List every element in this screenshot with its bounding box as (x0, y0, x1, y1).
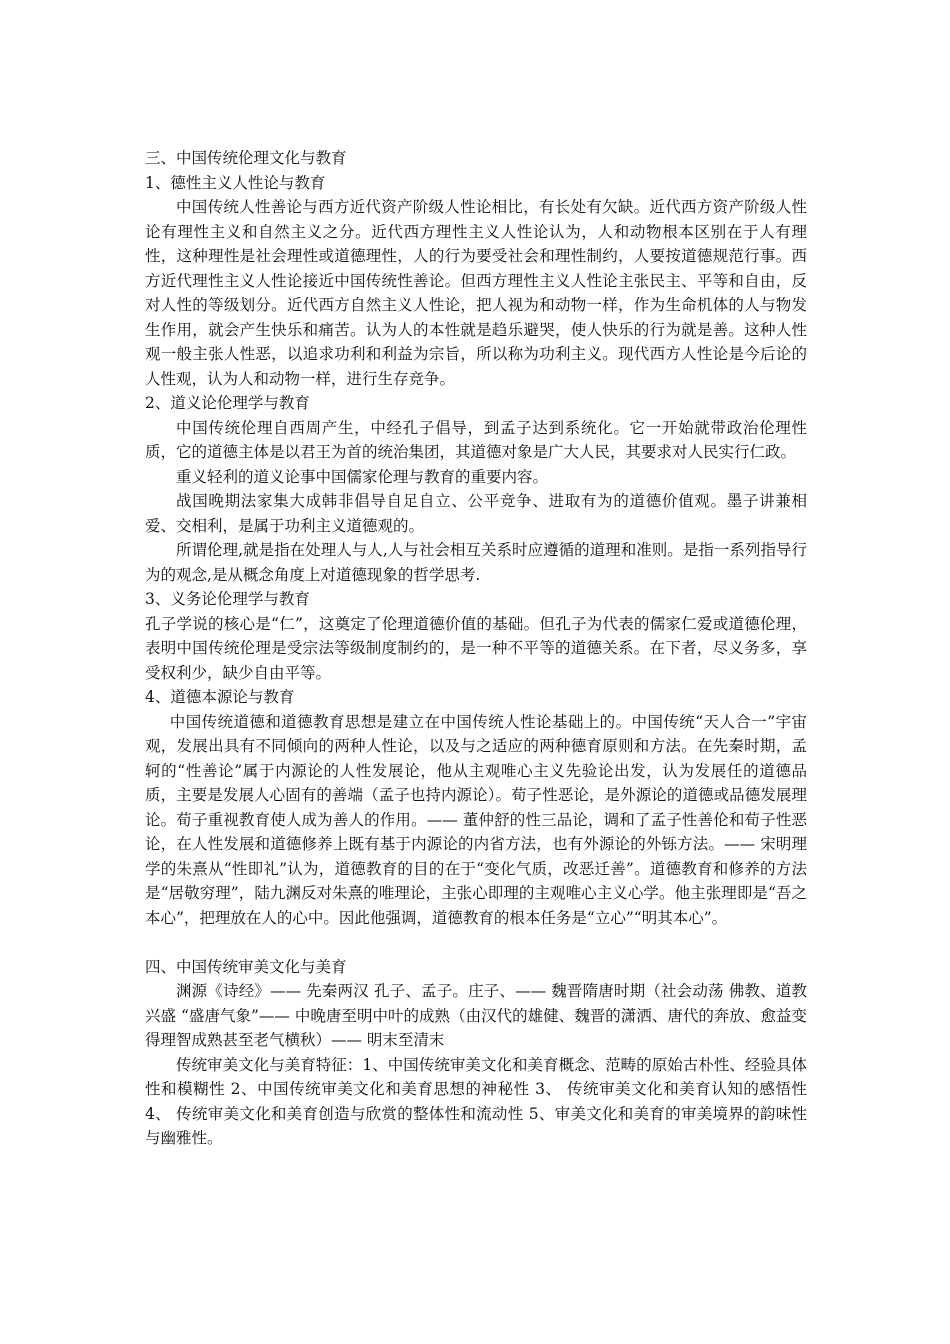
section-heading-3: 三、中国传统伦理文化与教育 (145, 149, 347, 167)
paragraph-4-2: 传统审美文化与美育特征：1、中国传统审美文化和美育概念、范畴的原始古朴性、经验具体性和模糊性 2、中国传统审美文化和美育思想的神秘性 3、 传统审美文化和美育认知的感悟性 4、 传统审美文化和美育创造与欣赏的整体性和流动性 5、审美文化和美育的审美境界的韵味性与幽雅性。 (145, 1055, 807, 1147)
subsection-heading-3-3: 3、义务论伦理学与教育 (145, 590, 310, 608)
subsection-heading-3-2: 2、道义论伦理学与教育 (145, 394, 310, 412)
section-heading-4: 四、中国传统审美文化与美育 (145, 957, 347, 976)
paragraph-4-1: 渊源《诗经》—— 先秦两汉 孔子、孟子。庄子、—— 魏晋隋唐时期（社会动荡 佛教、道教兴盛 “盛唐气象”—— 中晚唐至明中叶的成熟（由汉代的雄健、魏晋的潇洒、唐代的奔放、愈益变得理智成熟甚至老气横秋）—— 明末至清末 (145, 982, 807, 1049)
document-page (145, 146, 807, 1151)
subsection-heading-3-4: 4、道德本源论与教育 (145, 688, 295, 706)
paragraph-3-3-1: 孔子学说的核心是“仁”，这奠定了伦理道德价值的基础。但孔子为代表的儒家仁爱或道德伦理，表明中国传统伦理是受宗法等级制度制约的，是一种不平等的道德关系。在下者，尽义务多，享受权利少，缺少自由平等。 (145, 614, 807, 682)
paragraph-3-1-1: 中国传统人性善论与西方近代资产阶级人性论相比，有长处有欠缺。近代西方资产阶级人性论有理性主义和自然主义之分。近代西方理性主义人性论认为，人和动物根本区别在于人有理性，这种理性是社会理性或道德理性，人的行为要受社会和理性制约，人要按道德规范行事。西方近代理性主义人性论接近中国传统性善论。但西方理性主义人性论主张民主、平等和自由，反对人性的等级划分。近代西方自然主义人性论，把人视为和动物一样，作为生命机体的人与物发生作用，就会产生快乐和痛苦。认为人的本性就是趋乐避哭，使人快乐的行为就是善。这种人性观一般主张人性恶，以追求功利和利益为宗旨，所以称为功利主义。现代西方人性论是今后论的人性观，认为人和动物一样，进行生存竞争。 (145, 198, 807, 388)
paragraph-3-4-1: 中国传统道德和道德教育思想是建立在中国传统人性论基础上的。中国传统“天人合一”宇宙观，发展出具有不同倾向的两种人性论，以及与之适应的两种德育原则和方法。在先秦时期，孟轲的“性善论”属于内源论的人性发展论，他从主观唯心主义先验论出发，认为发展任的道德品质，主要是发展人心固有的善端（孟子也持内源论）。荀子性恶论，是外源论的道德或品德发展理论。荀子重视教育使人成为善人的作用。—— 董仲舒的性三品论，调和了孟子性善伦和荀子性恶论，在人性发展和道德修养上既有基于内源论的内省方法，也有外源论的外铄方法。—— 宋明理学的朱熹从“性即礼”认为，道德教育的目的在于“变化气质，改恶迁善”。道德教育和修养的方法是“居敬穷理”，陆九渊反对朱熹的唯理论，主张心即理的主观唯心主义心学。他主张理即是“吾之本心”，把理放在人的心中。因此他强调，道德教育的根本任务是“立心”“明其本心”。 (145, 712, 807, 927)
paragraph-3-2-1: 中国传统伦理自西周产生，中经孔子倡导，到孟子达到系统化。它一开始就带政治伦理性质，它的道德主体是以君王为首的统治集团，其道德对象是广大人民，其要求对人民实行仁政。 (145, 418, 807, 461)
subsection-heading-3-1: 1、德性主义人性论与教育 (145, 173, 326, 192)
paragraph-3-2-2: 重义轻利的道义论事中国儒家伦理与教育的重要内容。 (176, 467, 549, 486)
spacer (145, 930, 807, 955)
paragraph-3-2-3: 战国晚期法家集大成韩非倡导自足自立、公平竞争、进取有为的道德价值观。墨子讲兼相爱、交相利，是属于功利主义道德观的。 (145, 492, 807, 535)
paragraph-3-2-4: 所谓伦理,就是指在处理人与人,人与社会相互关系时应遵循的道理和准则。是指一系列指导行为的观念,是从概念角度上对道德现象的哲学思考. (145, 541, 807, 584)
